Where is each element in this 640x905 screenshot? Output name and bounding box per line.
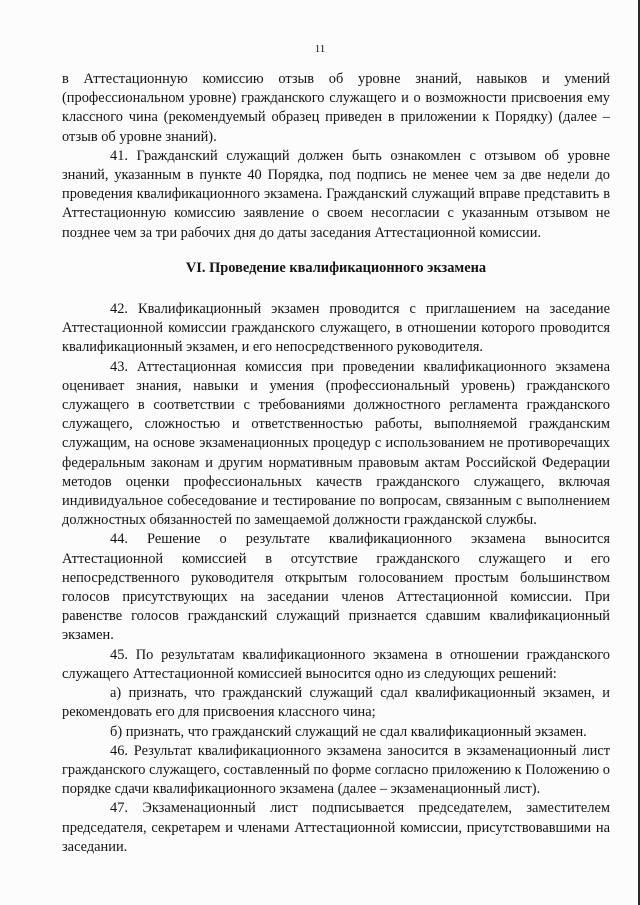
document-body bbox=[62, 70, 610, 857]
paragraph-continuation: в Аттестационную комиссию отзыв об уровне знаний, навыков и умений (профессиональном уровне) гражданского служащего и о возможности присвоения ему классного чина (рекомендуемый образец приведен в приложении к Порядку) (далее – отзыв об уровне знаний). bbox=[62, 71, 610, 145]
paragraph-44: 44. Решение о результате квалификационного экзамена выносится Аттестационной комиссией в отсутствие гражданского служащего и его непосредственного руководителя открытым голосованием простым большинством голосов присутствующих на заседании членов Аттестационной комиссии. При равенстве голосов гражданский служащий признается сдавшим квалификационный экзамен. bbox=[62, 531, 610, 644]
paragraph-42: 42. Квалификационный экзамен проводится с приглашением на заседание Аттестационной комиссии гражданского служащего, в отношении которого проводится квалификационный экзамен, и его непосредственного руководителя. bbox=[62, 301, 610, 356]
paragraph-45-b: б) признать, что гражданский служащий не сдал квалификационный экзамен. bbox=[110, 723, 587, 740]
section-heading: VI. Проведение квалификационного экзамена bbox=[185, 259, 487, 276]
page-number: 11 bbox=[314, 43, 326, 55]
paragraph-41: 41. Гражданский служащий должен быть ознакомлен с отзывом об уровне знаний, указанным в пункте 40 Порядка, под подпись не менее чем за две недели до проведения квалификационного экзамена. Гражданский служащий вправе представить в Аттестационную комиссию заявление о своем несогласии с указанным отзывом не позднее чем за три рабочих дня до даты заседания Аттестационной комиссии. bbox=[62, 147, 610, 241]
paragraph-45: 45. По результатам квалификационного экзамена в отношении гражданского служащего Аттестационной комиссией выносится одно из следующих решений: bbox=[62, 646, 610, 682]
paragraph-47: 47. Экзаменационный лист подписывается председателем, заместителем председателя, секретарем и членами Аттестационной комиссии, присутствовавшими на заседании. bbox=[62, 800, 610, 855]
paragraph-45-a: а) признать, что гражданский служащий сдал квалификационный экзамен, и рекомендовать его для присвоения классного чина; bbox=[62, 685, 610, 721]
paragraph-43: 43. Аттестационная комиссия при проведении квалификационного экзамена оценивает знания, навыки и умения (профессиональный уровень) гражданского служащего в соответствии с требованиями должностного регламента гражданского служащего, сложностью и ответственностью работы, выполняемой гражданским служащим, на основе экзаменационных процедур с использованием не противоречащих федеральным законам и другим нормативным правовым актам Российской Федерации методов оценки профессиональных качеств гражданского служащего, включая индивидуальное собеседование и тестирование по вопросам, связанным с выполнением должностных обязанностей по замещаемой должности гражданской службы. bbox=[62, 358, 610, 529]
paragraph-46: 46. Результат квалификационного экзамена заносится в экзаменационный лист гражданского служащего, составленный по форме согласно приложению к Положению о порядке сдачи квалификационного экзамена (далее – экзаменационный лист). bbox=[62, 742, 610, 798]
